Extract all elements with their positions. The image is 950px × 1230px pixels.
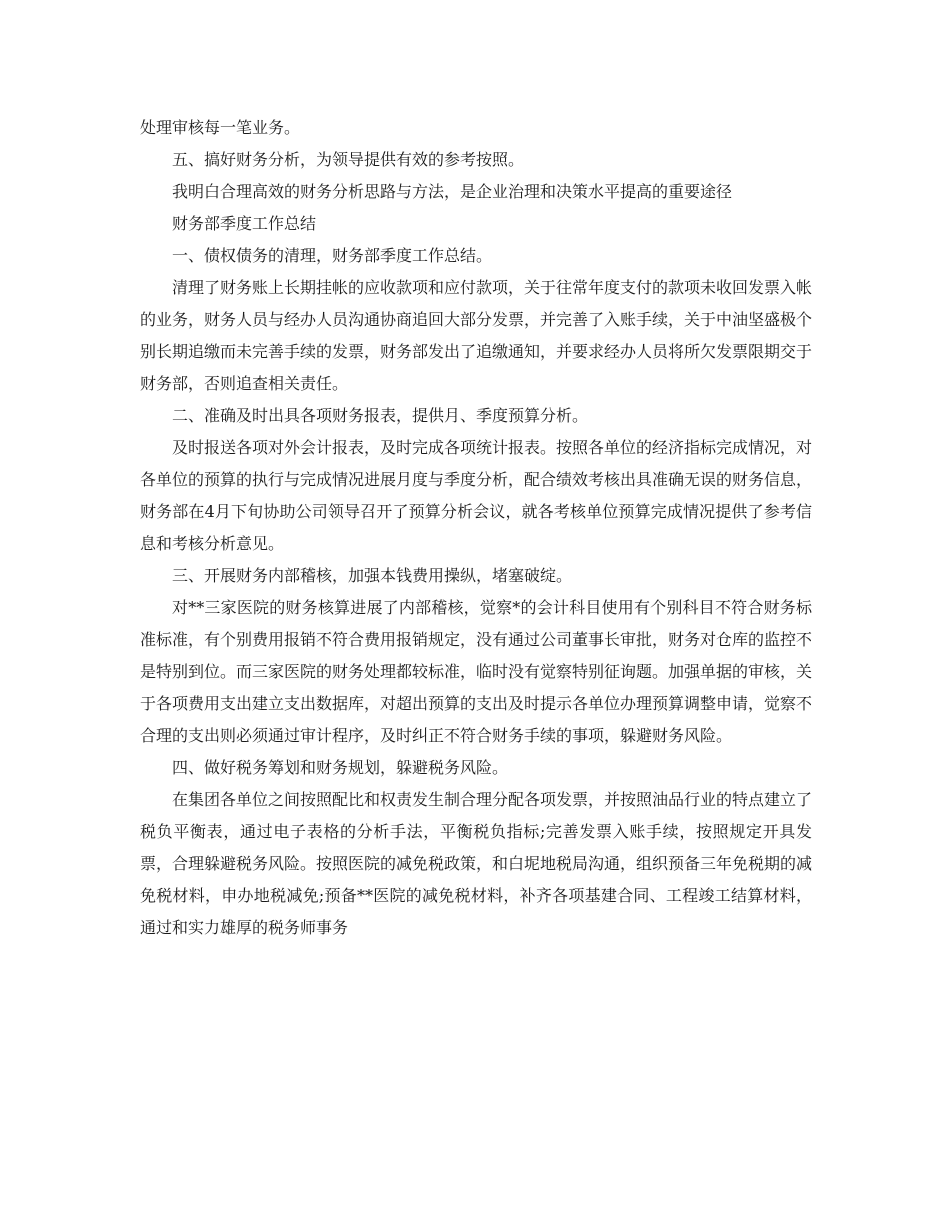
section-heading-three: 三、开展财务内部稽核，加强本钱费用操纵，堵塞破绽。: [172, 566, 573, 585]
paragraph-internal-audit: 对**三家医院的财务核算进展了内部稽核，觉察*的会计科目使用有个别科目不符合财务标准标准，有个别费用报销不符合费用报销规定，没有通过公司董事长审批，财务对仓库的监控不是特别到位。而三家医院的财务处理都较标准，临时没有觉察特别征询题。加强单据的审核，关于各项费用支出建立支出数据库，对超出预算的支出及时提示各单位办理预算调整申请，觉察不合理的支出则必须通过审计程序，及时纠正不符合财务手续的事项，躲避财务风险。: [140, 598, 813, 745]
section-heading-four: 四、做好税务筹划和财务规划，躲避税务风险。: [172, 758, 509, 777]
document-title: 财务部季度工作总结: [172, 214, 317, 233]
paragraph-reports: 及时报送各项对外会计报表，及时完成各项统计报表。按照各单位的经济指标完成情况，对各单位的预算的执行与完成情况进展月度与季度分析，配合绩效考核出具准确无误的财务信息，财务部在4月下旬协助公司领导召开了预算分析会议，就各考核单位预算完成情况提供了参考信息和考核分析意见。: [140, 438, 813, 553]
paragraph-analysis: 我明白合理高效的财务分析思路与方法，是企业治理和决策水平提高的重要途径: [172, 182, 733, 201]
section-heading-one: 一、债权债务的清理，财务部季度工作总结。: [172, 246, 493, 265]
section-heading-two: 二、准确及时出具各项财务报表，提供月、季度预算分析。: [172, 406, 589, 425]
paragraph-continuation: 处理审核每一笔业务。: [140, 118, 301, 137]
paragraph-tax-planning: 在集团各单位之间按照配比和权责发生制合理分配各项发票，并按照油品行业的特点建立了税负平衡表，通过电子表格的分析手法，平衡税负指标;完善发票入账手续，按照规定开具发票，合理躲避税务风险。按照医院的减免税政策，和白坭地税局沟通，组织预备三年免税期的减免税材料，申办地税减免;预备**医院的减免税材料，补齐各项基建合同、工程竣工结算材料，通过和实力雄厚的税务师事务: [140, 790, 813, 937]
section-heading-five: 五、搞好财务分析，为领导提供有效的参考按照。: [172, 150, 525, 169]
document-page: [140, 112, 812, 944]
paragraph-debt-clearing: 清理了财务账上长期挂帐的应收款项和应付款项，关于往常年度支付的款项未收回发票入帐的业务，财务人员与经办人员沟通协商追回大部分发票，并完善了入账手续，关于中油坚盛极个别长期追缴而未完善手续的发票，财务部发出了追缴通知，并要求经办人员将所欠发票限期交于财务部，否则追查相关责任。: [140, 278, 813, 393]
